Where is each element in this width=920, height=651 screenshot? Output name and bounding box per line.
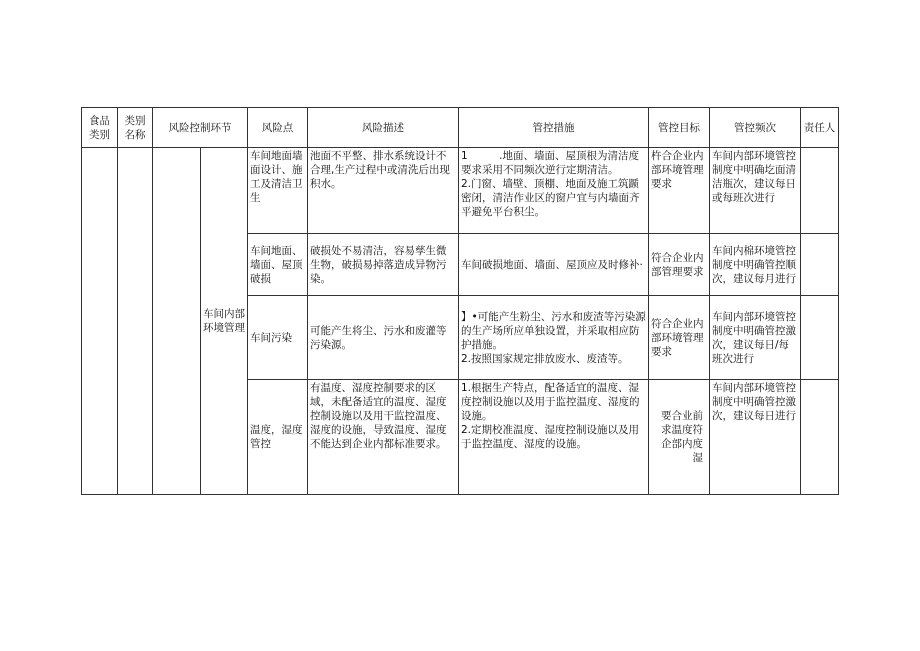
control-target-text: 要合业前求温度符企部内度湿 (661, 410, 703, 464)
risk-point-cell: 温度，湿度管控 (248, 380, 308, 495)
category-name-cell (118, 148, 153, 495)
header-control-measures: 管控措施 (459, 108, 649, 148)
risk-point-cell: 车间地面墙面设计、施工及清洁卫生 (248, 148, 308, 234)
food-category-cell (82, 148, 118, 495)
risk-control-table (81, 107, 839, 495)
header-risk-description: 风险描述 (308, 108, 459, 148)
control-segment-parent-cell (153, 148, 201, 495)
header-owner: 责任人 (801, 108, 839, 148)
header-category-name: 类别名称 (118, 108, 153, 148)
risk-point-cell: 车间污染 (248, 296, 308, 380)
owner-cell (801, 380, 839, 495)
header-control-target: 管控目标 (649, 108, 710, 148)
control-target-cell: 符合企业内部管理要求 (649, 234, 710, 296)
header-control-frequency: 管控频次 (710, 108, 801, 148)
table-header-row (82, 108, 839, 148)
risk-point-cell: 车间地面、墙面、屋顶破损 (248, 234, 308, 296)
control-frequency-cell: 车间内部环境管控制度中明确圪面清洁瓶次，建议每日或每班次进行 (710, 148, 801, 234)
risk-description-cell: 有温度、湿度控制要求的区域，未配备适宜的温度、湿度控制设施以及用干监控温度、湿度的设施，导致温度、湿度不能达到企业内都标准要求。 (308, 380, 459, 495)
control-frequency-cell: 车间内部环境管控制度中明确管控激次，建议每日进行 (710, 380, 801, 495)
header-risk-point: 风险点 (248, 108, 308, 148)
risk-description-cell: 池面不平整、排水系统设计不合理,生产过程中或清洗后出现积水。 (308, 148, 459, 234)
table-row (82, 148, 839, 234)
header-control-segment: 风险控制环节 (153, 108, 248, 148)
control-measures-cell: 1 .地面、墙面、屋顶根为清洁度要求采用不同频次逆行定期清洁。 2.门窗、墙壁、顶棚、地面及施工筑踬密闭，清洁作业区的窗户宜与内墙面齐平避免平台积尘。 (459, 148, 649, 234)
control-segment-cell: 车间内部环境管理 (201, 148, 248, 495)
risk-description-cell: 可能产生将尘、污水和废灌等污染源。 (308, 296, 459, 380)
control-measures-cell: 车间破损地面、墙面、屋顶应及时修补· (459, 234, 649, 296)
control-measures-cell: 1.根据生产特点，配备适宜的温度、湿度控制设施以及用于监控温度、湿度的设施。 2.定期校准温度、湿度控制设施以及用于监控温度、湿度的设施。 (459, 380, 649, 495)
owner-cell (801, 148, 839, 234)
control-target-cell (649, 380, 710, 495)
owner-cell (801, 296, 839, 380)
control-target-cell: 符合企业内部环境管理要求 (649, 296, 710, 380)
control-frequency-cell: 车间内部环境管控制度中明确管控激次，建议每日/每班次进行 (710, 296, 801, 380)
control-frequency-cell: 车间内棉环境管控制度中明确管控顺次，建议每月进行 (710, 234, 801, 296)
control-target-cell: 杵合企业内部环境管理要求 (649, 148, 710, 234)
control-measures-cell: 】•可能产生粉尘、污水和废渣等污染源的生产场所应单独设置，并采取相应防护措施。 2.按照国家规定排放废水、废渣等。 (459, 296, 649, 380)
risk-description-cell: 破损处不易清洁，容易孳生微生物，破损易掉落造成异物污染。 (308, 234, 459, 296)
header-food-category: 食品类别 (82, 108, 118, 148)
owner-cell (801, 234, 839, 296)
